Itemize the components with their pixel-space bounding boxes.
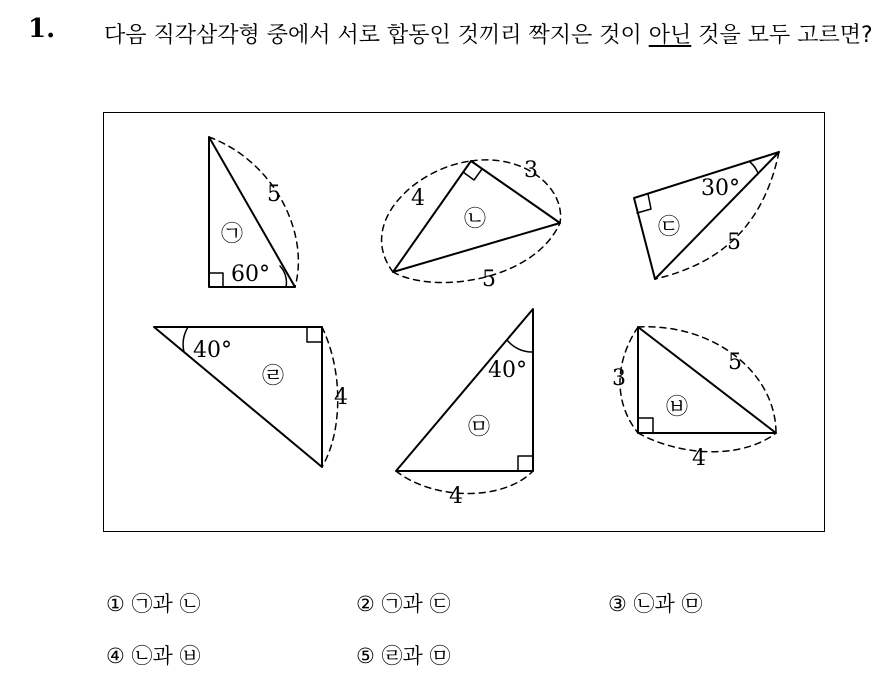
tri-f-leg-a: 3 <box>612 366 626 391</box>
question-text-underlined: 아닌 <box>648 23 692 48</box>
choice-5[interactable] <box>356 640 450 670</box>
choice-2-num: ② <box>356 592 375 616</box>
choice-5-num: ⑤ <box>356 644 375 668</box>
choice-3[interactable] <box>608 588 702 618</box>
figure-box <box>103 112 825 532</box>
tri-b-leg-a: 4 <box>411 186 425 211</box>
choice-3-num: ③ <box>608 592 627 616</box>
choice-2-text: ㉠과 ㉢ <box>381 592 451 616</box>
triangles-figure <box>104 113 826 533</box>
question-text-before: 다음 직각삼각형 중에서 서로 합동인 것끼리 짝지은 것이 <box>104 23 649 48</box>
choice-1-num: ① <box>106 592 125 616</box>
tri-b-label: ㉡ <box>464 207 487 232</box>
question-number: 1. <box>28 14 56 44</box>
tri-d-angle: 40° <box>193 338 232 363</box>
tri-f-hyp: 5 <box>728 350 742 375</box>
choice-5-text: ㉣과 ㉤ <box>381 644 451 668</box>
triangle-d <box>154 327 338 467</box>
triangle-e <box>396 309 533 494</box>
tri-e-label: ㉤ <box>468 415 491 440</box>
tri-c-angle: 30° <box>701 176 740 201</box>
tri-a-side: 5 <box>267 182 281 207</box>
tri-e-leg: 4 <box>449 484 463 509</box>
tri-a-angle: 60° <box>231 262 270 287</box>
tri-d-label: ㉣ <box>262 364 285 389</box>
tri-f-label: ㉥ <box>666 395 689 420</box>
triangle-c <box>634 152 779 279</box>
triangle-f <box>620 327 776 452</box>
choice-1[interactable] <box>106 588 200 618</box>
tri-d-leg: 4 <box>334 385 348 410</box>
choice-4[interactable] <box>106 640 200 670</box>
choice-1-text: ㉠과 ㉡ <box>131 592 201 616</box>
tri-b-hyp: 5 <box>482 267 496 292</box>
tri-c-hyp: 5 <box>727 230 741 255</box>
tri-b-leg-b: 3 <box>524 158 538 183</box>
tri-e-angle: 40° <box>488 358 527 383</box>
question-text <box>104 16 874 56</box>
tri-c-label: ㉢ <box>658 215 681 240</box>
question-text-after: 것을 모두 고르면? <box>691 23 873 48</box>
choice-2[interactable] <box>356 588 450 618</box>
choice-3-text: ㉡과 ㉤ <box>633 592 703 616</box>
choice-4-num: ④ <box>106 644 125 668</box>
tri-f-leg-b: 4 <box>692 446 706 471</box>
choice-4-text: ㉡과 ㉥ <box>131 644 201 668</box>
tri-a-label: ㉠ <box>221 222 244 247</box>
